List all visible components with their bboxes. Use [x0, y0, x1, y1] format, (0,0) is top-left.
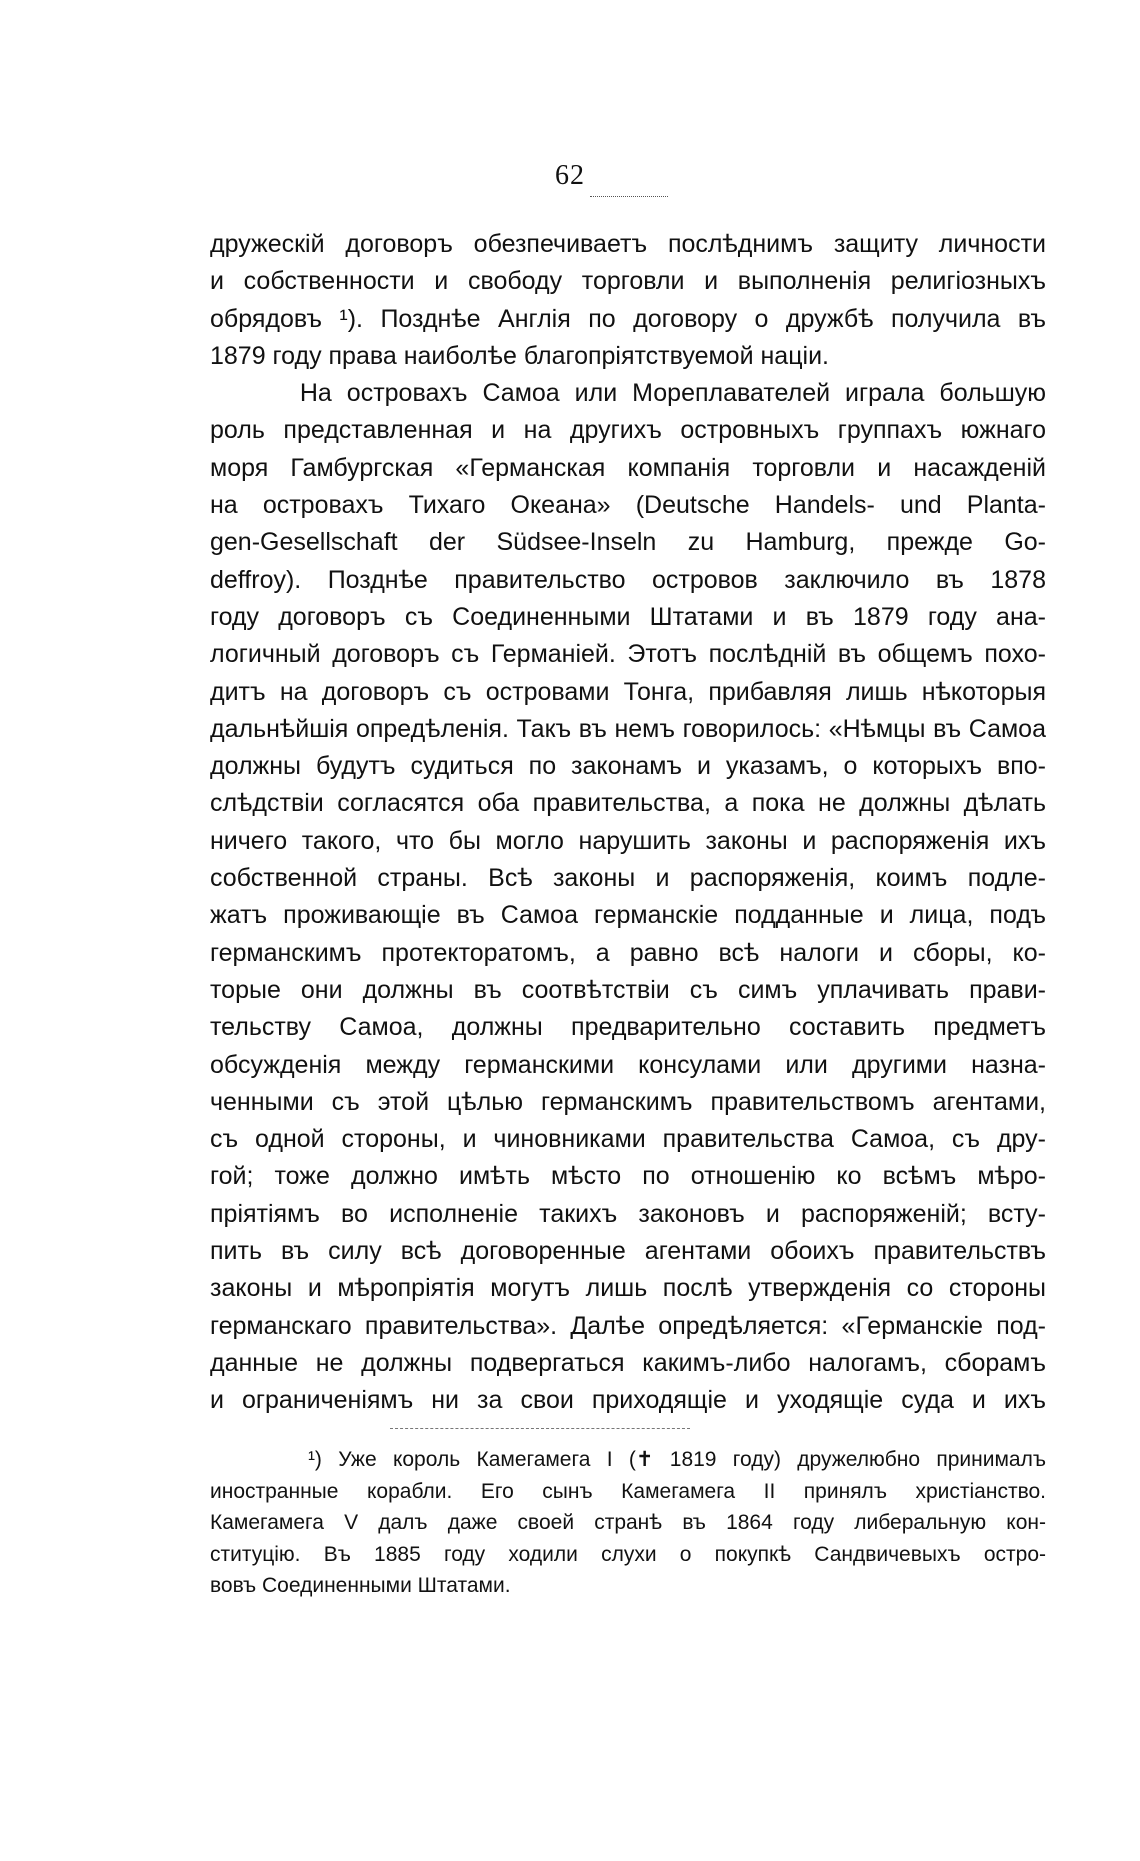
text-line: и ограниченіямъ ни за свои приходящіе и уходящіе суда и ихъ [210, 1386, 1046, 1415]
text-line: на островахъ Тихаго Океана» (Deutsche Handels- und Planta- [210, 491, 1046, 520]
footnote-separator [390, 1428, 690, 1429]
page-number: 62 [555, 160, 585, 191]
text-line: жатъ проживающіе въ Самоа германскіе подданные и лица, подъ [210, 901, 1046, 930]
text-line: торые они должны въ соотвѣтствіи съ симъ уплачивать прави- [210, 975, 1046, 1004]
text-line: gen-Gesellschaft der Südsee-Inseln zu Hamburg, прежде Go- [210, 528, 1046, 557]
footnote-line: вовъ Соединенными Штатами. [210, 1574, 511, 1597]
body-text [210, 226, 1046, 1420]
text-line: моря Гамбургская «Германская компанія торговли и насажденій [210, 453, 1046, 482]
text-line: съ одной стороны, и чиновниками правительства Самоа, съ дру- [210, 1125, 1046, 1154]
text-line: логичный договоръ съ Германіей. Этотъ послѣдній въ общемъ похо- [210, 640, 1046, 669]
text-line: и собственности и свободу торговли и выполненія религіозныхъ [210, 267, 1046, 296]
text-line: данные не должны подвергаться какимъ-либо налогамъ, сборамъ [210, 1348, 1046, 1377]
text-line: должны будутъ судиться по законамъ и указамъ, о которыхъ впо- [210, 752, 1046, 781]
text-line: пріятіямъ во исполненіе такихъ законовъ и распоряженій; всту- [210, 1199, 1046, 1228]
page-number-rule [590, 196, 668, 197]
text-line: дружескій договоръ обезпечиваетъ послѣднимъ защиту личности [210, 230, 1046, 258]
text-line: На островахъ Самоа или Мореплавателей играла большую [210, 379, 1046, 408]
text-line: дитъ на договоръ съ островами Тонга, прибавляя лишь нѣкоторыя [210, 677, 1046, 706]
footnote-line: Камегамега V далъ даже своей странѣ въ 1864 году либеральную кон- [210, 1511, 1046, 1534]
text-line: 1879 году права наиболѣе благопріятствуемой націи. [210, 341, 829, 370]
text-line: слѣдствіи согласятся оба правительства, а пока не должны дѣлать [210, 789, 1046, 818]
text-line: собственной страны. Всѣ законы и распоряженія, коимъ подле- [210, 864, 1046, 893]
text-line: ченными съ этой цѣлью германскимъ правительствомъ агентами, [210, 1087, 1046, 1116]
text-line: обрядовъ ¹). Позднѣе Англія по договору о дружбѣ получила въ [210, 304, 1046, 333]
text-line: обсужденія между германскими консулами или другими назна- [210, 1050, 1046, 1079]
text-line: германскимъ протекторатомъ, а равно всѣ налоги и сборы, ко- [210, 938, 1046, 967]
text-line: дальнѣйшія опредѣленія. Такъ въ немъ говорилось: «Нѣмцы въ Самоа [210, 714, 1046, 743]
footnote [210, 1444, 1046, 1602]
text-line: deffroy). Позднѣе правительство островов заключило въ 1878 [210, 565, 1046, 594]
text-line: году договоръ съ Соединенными Штатами и въ 1879 году ана- [210, 602, 1046, 631]
text-line: германскаго правительства». Далѣе опредѣляется: «Германскіе под- [210, 1311, 1046, 1340]
text-line: ничего такого, что бы могло нарушить законы и распоряженія ихъ [210, 826, 1046, 855]
text-line: роль представленная и на другихъ островныхъ группахъ южнаго [210, 416, 1046, 445]
footnote-line: иностранные корабли. Его сынъ Камегамега II принялъ христіанство. [210, 1479, 1046, 1503]
text-line: тельству Самоа, должны предварительно составить предметъ [210, 1013, 1046, 1042]
text-line: гой; тоже должно имѣть мѣсто по отношенію ко всѣмъ мѣро- [210, 1162, 1046, 1191]
text-line: законы и мѣропріятія могутъ лишь послѣ утвержденія со стороны [210, 1274, 1046, 1303]
footnote-line: ституцію. Въ 1885 году ходили слухи о покупкѣ Сандвичевыхъ остро- [210, 1542, 1046, 1566]
text-line: пить въ силу всѣ договоренные агентами обоихъ правительствъ [210, 1237, 1046, 1266]
footnote-line: ¹) Уже король Камегамега I (✝ 1819 году) дружелюбно принималъ [210, 1448, 1046, 1471]
